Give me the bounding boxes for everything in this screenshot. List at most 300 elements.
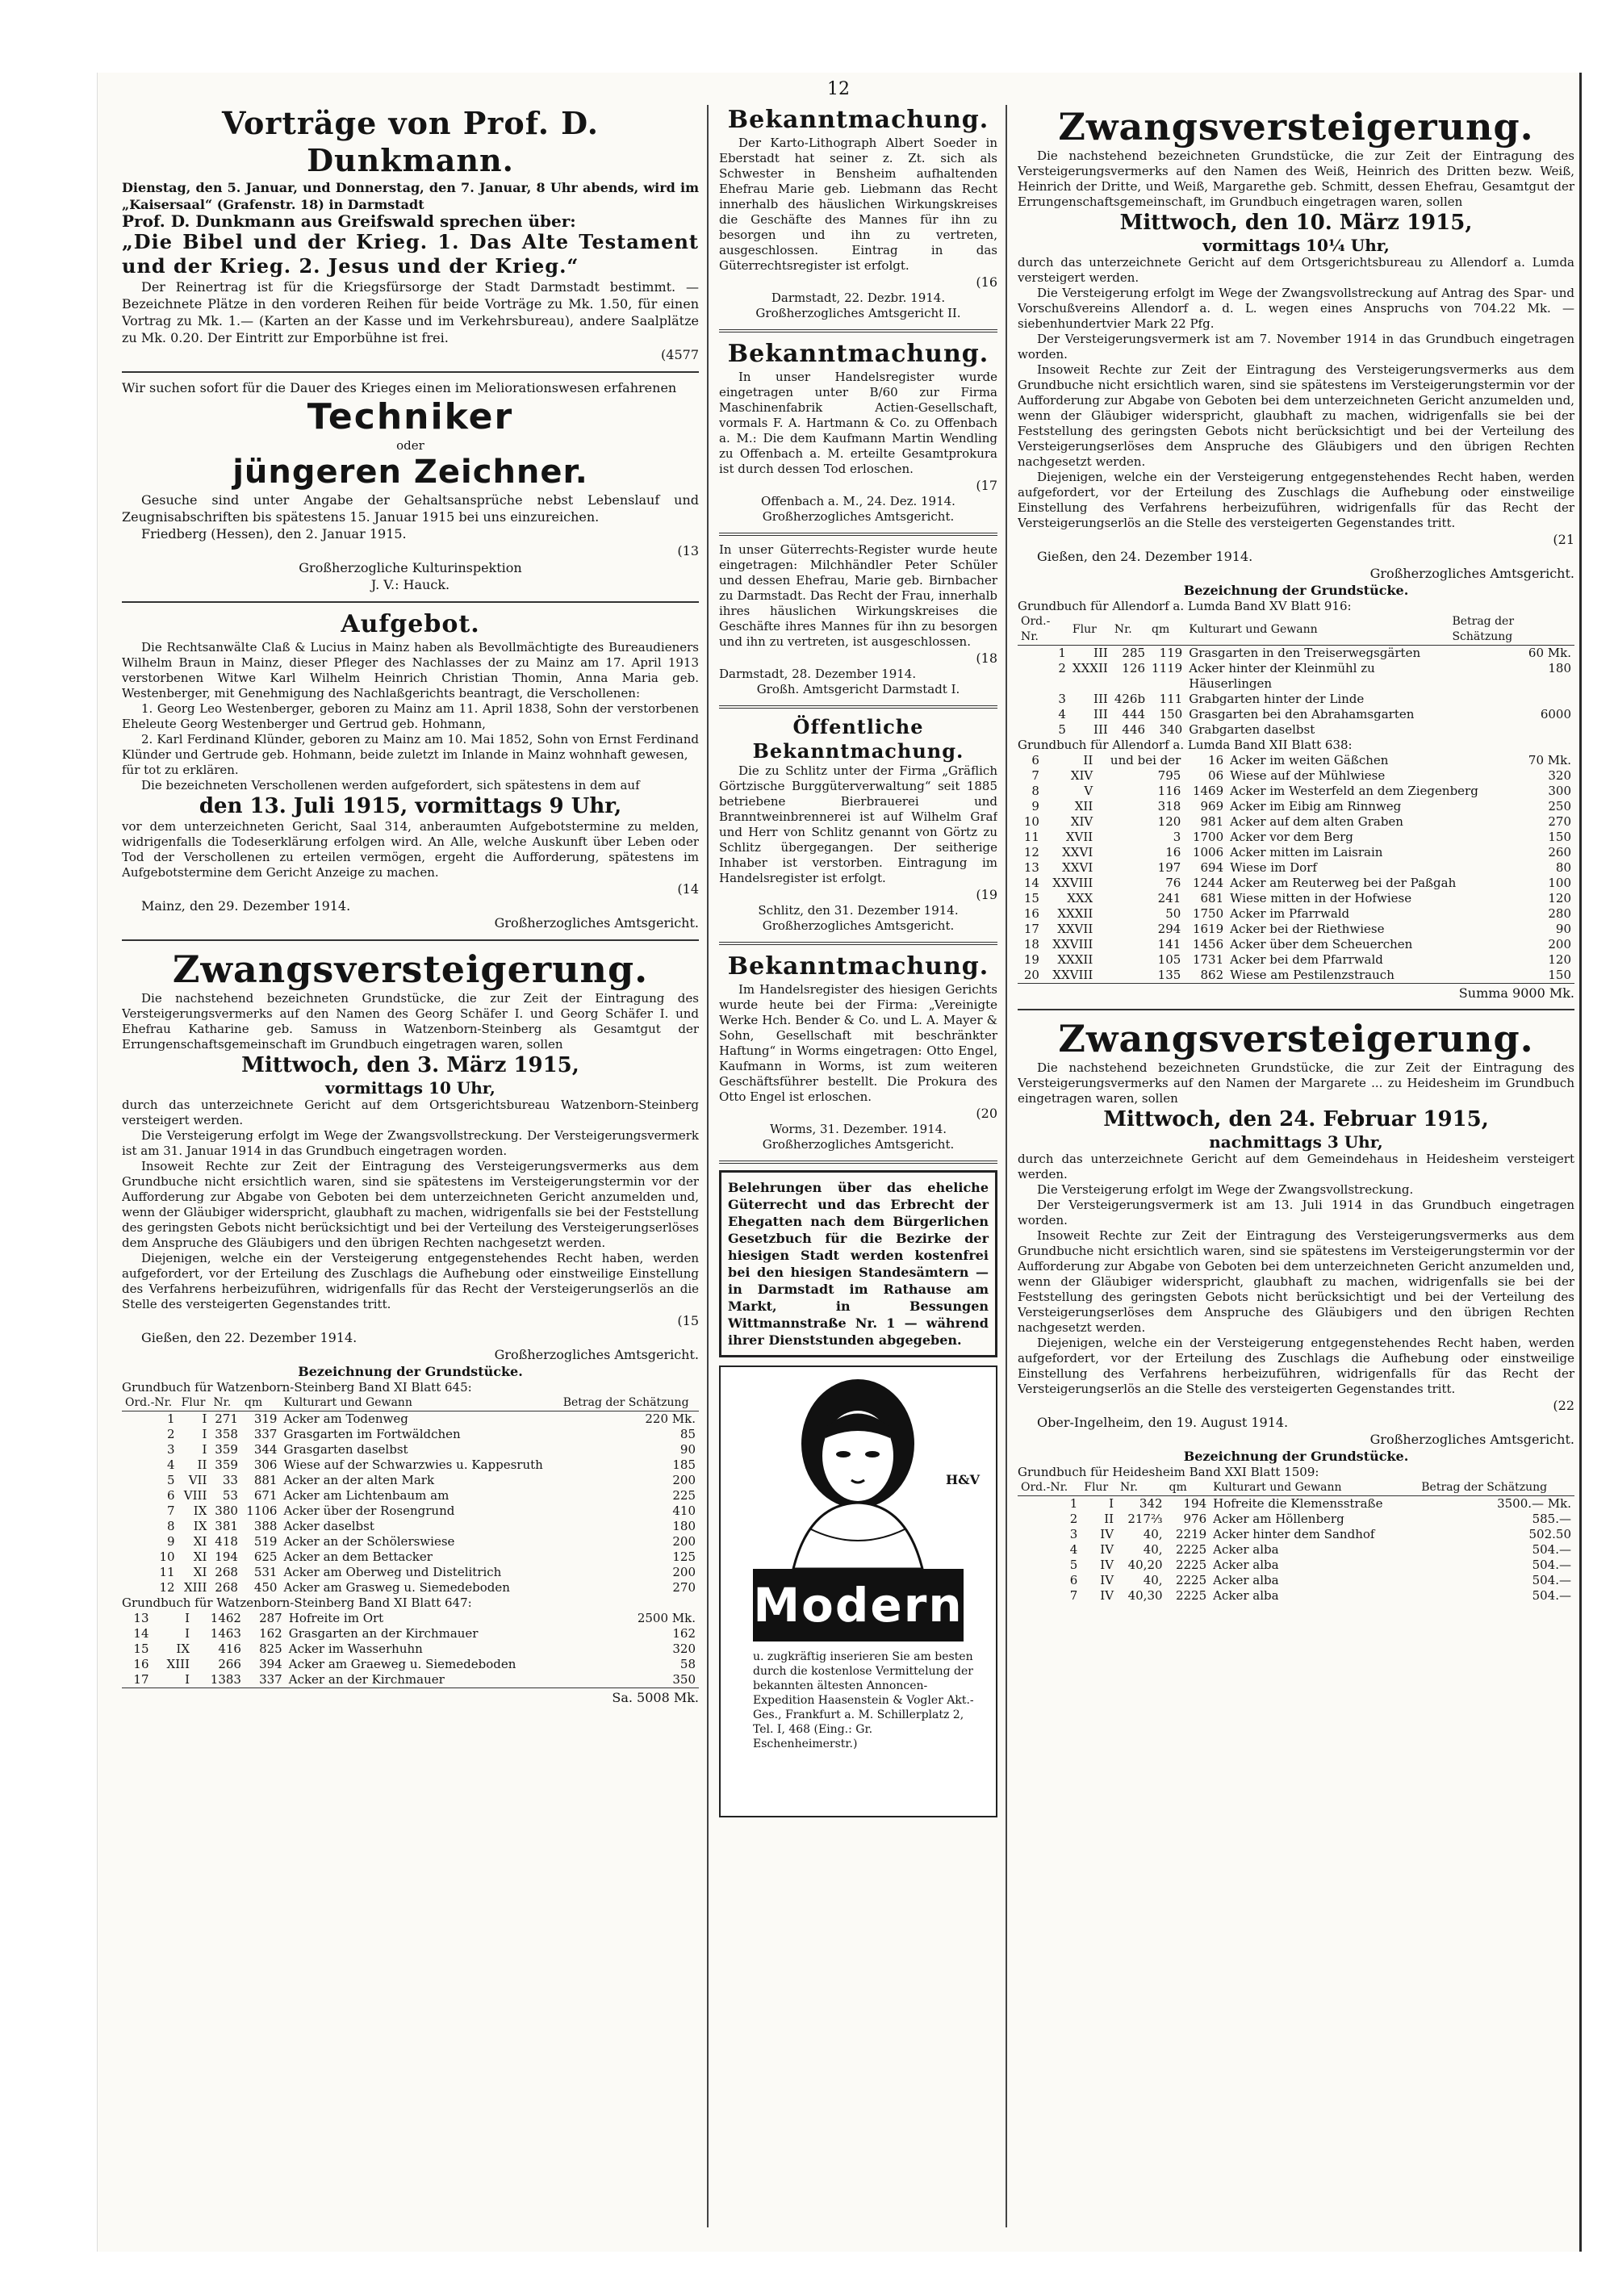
table-cell: 200: [672, 1534, 696, 1549]
table-cell: III: [1093, 692, 1108, 706]
table-cell: 5: [1058, 722, 1066, 737]
table-cell: XII: [1074, 799, 1093, 813]
table-cell: 20: [1023, 968, 1039, 982]
table-cell: 225: [672, 1488, 696, 1503]
lecture-details: Der Reinertrag ist für die Kriegsfürsorge der Stadt Darmstadt bestimmt. — Bezeichnete Plätze in den vorderen Reihen für beide Vorträge zu Mk. 1.50, für einen Vortrag zu Mk. 1.— (Karten an der Kasse und im Verkehrsbureau), andere Saalplätze zu Mk. 0.20. Der Eintritt zur Emporbühne ist frei.: [122, 279, 699, 345]
hv-logo: H&V: [946, 1472, 980, 1487]
notice-text: Im Handelsregister des hiesigen Gerichts wurde heute bei der Firma: „Vereinigte Werke Hch. Bender & Co. und L. A. Mayer & Sohn, Gesellschaft mit beschränkter Haftung“ in Worms eingetragen: Otto Engel, Kaufmann in Worms, ist zum weiteren Geschäftsführer bestellt. Die Prokura des Otto Engel ist erloschen.: [719, 982, 997, 1104]
table-cell: I: [202, 1442, 207, 1457]
table-cell: 2: [1069, 1512, 1078, 1526]
table-cell: II: [1083, 753, 1093, 767]
table-cell: 250: [1548, 799, 1571, 813]
table-cell: 17: [133, 1672, 149, 1687]
table-cell: 1: [1069, 1496, 1078, 1511]
column-divider: [1006, 105, 1007, 2227]
zv1-text5: Diejenigen, welche ein der Versteigerung entgegenstehendes Recht haben, werden aufgefordert, vor der Erteilung des Zuschlags die Aufhebung oder einstweilige Einstellung des Verfahrens herbeizuführen, widrigenfalls für das Recht der Versteigerungserlös an die Stelle des versteigerten Gegenstandes tritt.: [122, 1251, 699, 1311]
table-row: [1018, 1542, 1574, 1558]
table-cell: 120: [1548, 952, 1571, 967]
table-cell: Acker über dem Scheuerchen: [1230, 937, 1413, 951]
lecture-title: Vorträge von Prof. D. Dunkmann.: [221, 105, 600, 178]
table-cell: Acker alba: [1213, 1558, 1279, 1572]
notice-place: Offenbach a. M., 24. Dez. 1914.: [761, 494, 955, 508]
zv1-title: Zwangsversteigerung.: [172, 947, 649, 991]
table-cell: 1456: [1192, 937, 1224, 951]
table-cell: 150: [1548, 968, 1571, 982]
table-cell: IX: [193, 1503, 207, 1518]
table-row: [1018, 922, 1574, 937]
table-cell: 358: [215, 1427, 238, 1441]
zv1-text3: Die Versteigerung erfolgt im Wege der Zwangsvollstreckung. Der Versteigerungsvermerk ist am 31. Januar 1914 in das Grundbuch eingetragen worden.: [122, 1128, 699, 1158]
table-cell: 80: [1555, 860, 1571, 875]
table-cell: 1462: [210, 1611, 241, 1625]
zwangsversteigerung-2: [1018, 105, 1574, 1001]
table-row: [122, 1611, 699, 1626]
lecture-speaker: Prof. D. Dunkmann aus Greifswald sprechen über:: [122, 211, 576, 231]
table-cell: Acker im Eibig am Rinnweg: [1230, 799, 1402, 813]
table-row: [122, 1549, 699, 1565]
ref-number: (4577: [661, 347, 699, 362]
aufgebot-sign: Großherzogliches Amtsgericht.: [494, 915, 699, 931]
zv1-sign: Großherzogliches Amtsgericht.: [494, 1347, 699, 1362]
notice-text: Belehrungen über das eheliche Güterrecht und das Erbrecht der Ehegatten nach dem Bürgerlichen Gesetzbuch für die Bezirke der hiesigen Stadt werden kostenfrei bei den hiesigen Standesämtern — in Darmstadt im Rathause am Markt, in Bessungen Wittmannstraße Nr. 1 — während ihrer Dienststunden abgegeben.: [728, 1180, 989, 1348]
table-cell: 4: [1069, 1542, 1078, 1557]
job-ad: [122, 379, 699, 593]
table-cell: XXVIII: [1052, 937, 1093, 951]
table-cell: 681: [1200, 891, 1224, 905]
table-cell: 969: [1200, 799, 1224, 813]
zv2-text2: durch das unterzeichnete Gericht auf dem Ortsgerichtsbureau zu Allendorf a. Lumda versteigert werden.: [1018, 255, 1574, 285]
table-cell: 150: [1159, 707, 1183, 721]
table-cell: Wiese auf der Schwarzwies u. Kappesruth: [283, 1457, 543, 1472]
table-cell: 100: [1548, 876, 1571, 890]
table-cell: 40,20: [1127, 1558, 1163, 1572]
table-cell: Grasgarten daselbst: [283, 1442, 408, 1457]
table-cell: IX: [193, 1519, 207, 1533]
table-cell: 13: [1023, 860, 1039, 875]
zv2-summa: Summa 9000 Mk.: [1018, 983, 1574, 1001]
zv2-table-title: Bezeichnung der Grundstücke.: [1183, 583, 1409, 598]
table-row: [122, 1442, 699, 1457]
table-row: [122, 1473, 699, 1488]
table-row: [122, 1519, 699, 1534]
table-row: [1018, 952, 1574, 968]
table-cell: 12: [1023, 845, 1039, 859]
table-cell: Acker im Westerfeld an dem Ziegenberg: [1230, 784, 1478, 798]
table-cell: 504.—: [1532, 1558, 1571, 1572]
aufgebot-text2: für tot zu erklären.: [122, 763, 239, 777]
ref-number: (13: [677, 543, 699, 558]
table-row: [1018, 799, 1574, 814]
table-cell: 126: [1122, 661, 1146, 675]
zv2-text1: Die nachstehend bezeichneten Grundstücke, die zur Zeit der Eintragung des Versteigerungsvermerks auf den Namen des Weiß, Heinrich des Dritten bezw. Weiß, Heinrich der Dritte, und Weiß, Margarethe geb. Schmitt, dessen Ehefrau, Gesamtgut der Errungenschaftsgemeinschaft, im Grundbuch eingetragen waren, sollen: [1018, 148, 1574, 209]
table-cell: Grasgarten in den Treiserwegsgärten: [1189, 646, 1421, 660]
table-cell: XXXII: [1072, 661, 1108, 675]
notice-hartmann: [719, 339, 997, 525]
table-cell: IV: [1100, 1527, 1114, 1541]
table-cell: 17: [1023, 922, 1039, 936]
aufgebot-item2: 2. Karl Ferdinand Klünder, geboren zu Mainz am 10. Mai 1852, Sohn von Ernst Ferdinand Klünder und Gertrude geb. Hohmann, beide zuletzt im Inlande in Mainz wohnhaft gewesen,: [122, 732, 699, 762]
job-place: Friedberg (Hessen), den 2. Januar 1915.: [141, 526, 407, 542]
table-cell: Acker bei der Riethwiese: [1230, 922, 1385, 936]
table-cell: 380: [215, 1503, 238, 1518]
table-row: [1018, 1512, 1574, 1527]
table-cell: Acker daselbst: [283, 1519, 374, 1533]
table-cell: 180: [1548, 661, 1571, 675]
table-cell: 3: [1173, 830, 1181, 844]
table-cell: Hofreite im Ort: [288, 1611, 384, 1625]
table-cell: 271: [215, 1411, 238, 1426]
zv1-date: Mittwoch, den 3. März 1915,: [241, 1053, 579, 1077]
table-cell: 8: [1031, 784, 1039, 798]
table-cell: I: [185, 1611, 190, 1625]
table-cell: Acker vor dem Berg: [1230, 830, 1353, 844]
table-cell: 40,30: [1127, 1588, 1163, 1603]
zv3-text1: Die nachstehend bezeichneten Grundstücke, die zur Zeit der Eintragung des Versteigerungsvermerks auf den Namen der Margarete ... zu Heidesheim im Grundbuch eingetragen waren, sollen: [1018, 1060, 1574, 1106]
table-cell: 9: [1031, 799, 1039, 813]
table-cell: 416: [218, 1641, 241, 1656]
table-cell: II: [1104, 1512, 1114, 1526]
table-cell: 162: [259, 1626, 282, 1641]
table-cell: 300: [1548, 784, 1571, 798]
zv1-time: vormittags 10 Uhr,: [325, 1078, 495, 1098]
table-cell: 381: [215, 1519, 238, 1533]
table-cell: 150: [1548, 830, 1571, 844]
table-cell: [1449, 692, 1574, 707]
table-cell: und bei der: [1110, 753, 1181, 767]
table-cell: Acker am Graeweg u. Siemedeboden: [288, 1657, 516, 1671]
table-cell: 16: [133, 1657, 149, 1671]
table-cell: 14: [1023, 876, 1039, 890]
table-row: [1018, 891, 1574, 906]
ref-number: (19: [976, 887, 997, 902]
table-row: [1018, 661, 1574, 692]
table-cell: 344: [253, 1442, 278, 1457]
notice-sign: Großh. Amtsgericht Darmstadt I.: [756, 682, 960, 696]
table-cell: 217⅔: [1127, 1512, 1163, 1526]
table-row: [1018, 845, 1574, 860]
table-cell: Acker im weiten Gäßchen: [1230, 753, 1389, 767]
table-cell: Acker an dem Bettacker: [283, 1549, 433, 1564]
table-cell: 185: [672, 1457, 696, 1472]
table-cell: I: [185, 1626, 190, 1641]
table-cell: 60 Mk.: [1528, 646, 1571, 660]
table-cell: 671: [253, 1488, 278, 1503]
table-cell: Wiese im Dorf: [1230, 860, 1317, 875]
table-cell: 418: [215, 1534, 238, 1549]
column-1: [122, 105, 699, 2235]
table-cell: 9: [167, 1534, 175, 1549]
table-row: [122, 1580, 699, 1595]
zv1-gb2: Grundbuch für Watzenborn-Steinberg Band XI Blatt 647:: [122, 1595, 472, 1610]
table-row: [1018, 968, 1574, 983]
notice-text: In unser Güterrechts-Register wurde heute eingetragen: Milchhändler Peter Schüler und dessen Ehefrau, Marie geb. Birnbacher zu Darmstadt. Das Recht der Frau, innerhalb ihres häuslichen Wirkungskreises die Geschäfte ihres Mannes für ihn zu besorgen und ihn zu vertreten, ist ausgeschlossen.: [719, 542, 997, 649]
table-cell: 6000: [1540, 707, 1571, 721]
table-cell: II: [197, 1457, 207, 1472]
table-cell: 359: [215, 1457, 238, 1472]
zv2-title: Zwangsversteigerung.: [1058, 105, 1534, 148]
table-cell: 116: [1157, 784, 1181, 798]
table-cell: 6: [167, 1488, 175, 1503]
zv1-place: Gießen, den 22. Dezember 1914.: [141, 1330, 358, 1345]
table-row: [1018, 722, 1574, 738]
table-cell: 76: [1165, 876, 1181, 890]
table-cell: 1: [167, 1411, 175, 1426]
modern-advertisement: [719, 1365, 997, 1817]
table-cell: XXVII: [1057, 922, 1093, 936]
table-cell: 90: [1555, 922, 1571, 936]
table-cell: 318: [1157, 799, 1181, 813]
table-cell: XIV: [1070, 814, 1093, 829]
table-cell: 340: [1159, 722, 1183, 737]
table-cell: 306: [253, 1457, 278, 1472]
zv3-table-title: Bezeichnung der Grundstücke.: [1183, 1449, 1409, 1464]
table-cell: I: [185, 1672, 190, 1687]
table-cell: 197: [1157, 860, 1181, 875]
table-cell: 3: [1069, 1527, 1078, 1541]
zv1-table2: [122, 1611, 699, 1687]
job-title-zeichner: jüngeren Zeichner.: [232, 454, 588, 491]
table-cell: 6: [1069, 1573, 1078, 1587]
ad-text: u. zugkräftig inserieren Sie am besten durch die kostenlose Vermittelung der bekannten ältesten Annoncen-Expedition Haasenstein & Vogler Akt.-Ges., Frankfurt a. M. Schillerplatz 2, Tel. I, 468 (Eing.: Gr. Eschenheimerstr.): [753, 1650, 974, 1750]
table-cell: 8: [167, 1519, 175, 1533]
table-cell: 2225: [1175, 1558, 1207, 1572]
table-cell: 241: [1157, 891, 1181, 905]
table-cell: 1119: [1152, 661, 1183, 675]
lecture-notice: [122, 105, 699, 363]
table-cell: 881: [253, 1473, 278, 1487]
notice-text: In unser Handelsregister wurde eingetragen unter B/60 zur Firma Maschinenfabrik Actien-Gesellschaft, vormals F. A. Hartmann & Co. zu Offenbach a. M.: Die dem Kaufmann Martin Wendling zu Offenbach a. M. erteilte Gesamtprokura ist durch dessen Tod erloschen.: [719, 370, 997, 476]
zv1-text1: Die nachstehend bezeichneten Grundstücke, die zur Zeit der Eintragung des Versteigerungsvermerks auf den Namen des Georg Schäfer I. und Georg Schäfer I. und Ehefrau Katharine geb. Samuss in Watzenborn-Steinberg als Gesamtgut der Errungenschaftsgemeinschaft im Grundbuch eingetragen waren, sollen: [122, 991, 699, 1052]
table-cell: 1469: [1192, 784, 1224, 798]
notice-place: Worms, 31. Dezember. 1914.: [769, 1122, 947, 1136]
table-cell: I: [202, 1427, 207, 1441]
table-cell: 70 Mk.: [1528, 753, 1571, 767]
zv3-sign: Großherzogliches Amtsgericht.: [1369, 1432, 1574, 1447]
table-cell: 270: [1548, 814, 1571, 829]
zv3-time: nachmittags 3 Uhr,: [1209, 1132, 1383, 1152]
table-cell: 180: [672, 1519, 696, 1533]
table-cell: 120: [1548, 891, 1571, 905]
table-cell: 14: [133, 1626, 149, 1641]
notice-sign: Großherzogliches Amtsgericht.: [762, 918, 955, 933]
woman-illustration: [721, 1367, 996, 1569]
table-cell: 6: [1031, 753, 1039, 767]
modern-banner: Modern: [753, 1569, 964, 1641]
table-cell: 260: [1548, 845, 1571, 859]
table-cell: 1731: [1192, 952, 1224, 967]
table-cell: XIII: [183, 1580, 207, 1595]
table-cell: 40,: [1143, 1573, 1163, 1587]
zv3-title: Zwangsversteigerung.: [1058, 1017, 1534, 1060]
table-row: [122, 1565, 699, 1580]
table-cell: Wiese am Pestilenzstrauch: [1230, 968, 1394, 982]
table-cell: 585.—: [1532, 1512, 1571, 1526]
zv2-gb1: Grundbuch für Allendorf a. Lumda Band XV Blatt 916:: [1018, 599, 1352, 613]
table-cell: [1449, 722, 1574, 738]
table-cell: 504.—: [1532, 1573, 1571, 1587]
table-cell: XI: [193, 1549, 207, 1564]
table-row: [122, 1641, 699, 1657]
table-cell: 287: [259, 1611, 282, 1625]
table-cell: 53: [222, 1488, 238, 1503]
table-cell: IV: [1100, 1542, 1114, 1557]
table-cell: 270: [672, 1580, 696, 1595]
table-cell: Wiese mitten in der Hofwiese: [1230, 891, 1412, 905]
table-cell: 504.—: [1532, 1542, 1571, 1557]
table-cell: 7: [1069, 1588, 1078, 1603]
table-cell: 446: [1122, 722, 1146, 737]
aufgebot-text3: Die bezeichneten Verschollenen werden aufgefordert, sich spätestens in dem auf: [141, 778, 640, 793]
table-cell: XI: [193, 1565, 207, 1579]
table-cell: Acker alba: [1213, 1588, 1279, 1603]
table-cell: 337: [259, 1672, 282, 1687]
table-cell: 11: [159, 1565, 175, 1579]
zv3-text4: Der Versteigerungsvermerk ist am 13. Juli 1914 in das Grundbuch eingetragen worden.: [1018, 1198, 1574, 1227]
table-cell: Acker an der Schölerswiese: [283, 1534, 455, 1549]
table-cell: 4: [1058, 707, 1066, 721]
table-cell: 519: [253, 1534, 278, 1549]
table-cell: 268: [215, 1565, 238, 1579]
table-row: [122, 1626, 699, 1641]
zv2-table2: [1018, 753, 1574, 983]
table-cell: 15: [1023, 891, 1039, 905]
table-row: [122, 1488, 699, 1503]
table-cell: 342: [1139, 1496, 1163, 1511]
aufgebot-place: Mainz, den 29. Dezember 1914.: [141, 898, 351, 914]
table-row: [122, 1672, 699, 1687]
job-intro: Wir suchen sofort für die Dauer des Krieges einen im Meliorationswesen erfahrenen: [122, 380, 677, 395]
zv2-sign: Großherzogliches Amtsgericht.: [1369, 566, 1574, 581]
table-cell: 444: [1122, 707, 1146, 721]
table-cell: 5: [167, 1473, 175, 1487]
table-cell: Grabgarten daselbst: [1189, 722, 1315, 737]
zv2-text5: Insoweit Rechte zur Zeit der Eintragung des Versteigerungsvermerks aus dem Grundbuche nicht ersichtlich waren, sind sie spätestens im Versteigerungstermin vor der Aufforderung zur Abgabe von Geboten bei dem unterzeichneten Gericht anzumelden und, wenn der Gläubiger widerspricht, glaubhaft zu machen, widrigenfalls sie bei der Feststellung des geringsten Gebots nicht berücksichtigt und bei der Verteilung des Versteigerungserlöses dem Anspruche des Gläubigers und den übrigen Rechten nachgesetzt werden.: [1018, 362, 1574, 469]
table-cell: IV: [1100, 1588, 1114, 1603]
zwangsversteigerung-1: [122, 947, 699, 1705]
table-cell: 285: [1122, 646, 1146, 660]
table-cell: IX: [176, 1641, 190, 1656]
ref-number: (17: [976, 478, 997, 493]
newspaper-page: [97, 73, 1582, 2252]
table-cell: XXX: [1067, 891, 1093, 905]
table-cell: 976: [1183, 1512, 1207, 1526]
table-cell: 135: [1157, 968, 1181, 982]
table-header: Ord.-Nr. Flur Nr. qm Kulturart und Gewann Betrag der Schätzung: [122, 1395, 699, 1411]
table-cell: 200: [1548, 937, 1571, 951]
table-cell: VII: [188, 1473, 207, 1487]
zv3-place: Ober-Ingelheim, den 19. August 1914.: [1037, 1415, 1289, 1430]
zv2-place: Gießen, den 24. Dezember 1914.: [1037, 549, 1253, 564]
job-title-techniker: Techniker: [307, 396, 514, 437]
table-cell: Acker am Höllenberg: [1213, 1512, 1344, 1526]
notice-place: Schlitz, den 31. Dezember 1914.: [758, 903, 959, 918]
table-cell: Grasgarten an der Kirchmauer: [288, 1626, 479, 1641]
aufgebot-date: den 13. Juli 1915, vormittags 9 Uhr,: [199, 794, 622, 818]
table-cell: III: [1093, 722, 1108, 737]
ref-number: (18: [976, 650, 997, 666]
table-cell: VIII: [183, 1488, 207, 1503]
notice-text: Der Karto-Lithograph Albert Soeder in Eberstadt hat seiner z. Zt. sich als Schwester in Bensheim aufhaltenden Ehefrau Marie geb. Liebmann das Recht innerhalb des häuslichen Wirkungskreises die Geschäfte des Mannes für ihn zu besorgen und ihn zu vertreten, ausgeschlossen. Eintrag in das Güterrechtsregister ist erfolgt.: [719, 136, 997, 273]
table-cell: 4: [167, 1457, 175, 1472]
table-cell: 40,: [1143, 1527, 1163, 1541]
column-divider: [707, 105, 709, 2227]
table-cell: Acker im Wasserhuhn: [288, 1641, 423, 1656]
table-row: [1018, 876, 1574, 891]
table-row: [1018, 1558, 1574, 1573]
table-cell: 1750: [1192, 906, 1224, 921]
table-cell: 12: [159, 1580, 175, 1595]
table-cell: Acker am Grasweg u. Siemedeboden: [283, 1580, 510, 1595]
table-cell: 795: [1157, 768, 1181, 783]
table-cell: Acker hinter der Kleinmühl zu Häuserlingen: [1189, 661, 1375, 691]
aufgebot-text: Die Rechtsanwälte Claß & Lucius in Mainz haben als Bevollmächtigte des Bureaudieners Wilhelm Braun in Mainz, dieser Pfleger des Nachlasses der zu Mainz am 17. April 1913 verstorbenen Witwe Karl Wilhelm Heinrich Christian Thomin, Anna Maria geb. Westenberger, mit Genehmigung des Nachlaßgerichts beantragt, die Verschollenen:: [122, 640, 699, 701]
ref-number: (15: [677, 1313, 699, 1328]
notice-place: Darmstadt, 22. Dezbr. 1914.: [771, 291, 946, 305]
table-cell: 3: [167, 1442, 175, 1457]
table-cell: 105: [1157, 952, 1181, 967]
table-cell: 1006: [1192, 845, 1224, 859]
notice-title: Öffentliche Bekanntmachung.: [752, 715, 964, 763]
table-row: [1018, 784, 1574, 799]
table-header: Ord.-Nr. Flur Nr. qm Kulturart und Gewann Betrag der Schätzung: [1018, 614, 1574, 646]
ref-number: (14: [677, 881, 699, 897]
job-text: Gesuche sind unter Angabe der Gehaltsansprüche nebst Lebenslauf und Zeugnisabschriften bis spätestens 15. Januar 1915 bei uns einzureichen.: [122, 492, 699, 525]
zv2-gb2: Grundbuch für Allendorf a. Lumda Band XII Blatt 638:: [1018, 738, 1353, 752]
table-cell: XXVIII: [1052, 876, 1093, 890]
notice-title: Bekanntmachung.: [727, 340, 989, 368]
notice-text: Die zu Schlitz unter der Firma „Gräflich Görtzische Burggüterverwaltung“ seit 1885 betriebene Bierbrauerei und Branntweinbrennerei ist auf Wilhelm Graf und Herr von Schlitz genannt von Görtz zu Schlitz übergegangen. Der seitherige Inhaber ist verstorben. Eintragung im Handelsregister ist erfolgt.: [719, 763, 997, 885]
notice-sign: Großherzogliches Amtsgericht II.: [755, 306, 961, 320]
zv1-table: [122, 1395, 699, 1595]
table-cell: Acker am Reuterweg bei der Paßgah: [1230, 876, 1457, 890]
table-cell: Grasgarten bei den Abrahamsgarten: [1189, 707, 1415, 721]
notice-title: Bekanntmachung.: [727, 106, 989, 134]
zv3-text3: Die Versteigerung erfolgt im Wege der Zwangsvollstreckung.: [1037, 1182, 1414, 1197]
table-cell: Acker mitten im Laisrain: [1230, 845, 1383, 859]
notice-belehrungen: [719, 1170, 997, 1357]
table-cell: Wiese auf der Mühlwiese: [1230, 768, 1386, 783]
table-row: [122, 1427, 699, 1442]
column-2: [719, 105, 997, 2235]
table-cell: XXVI: [1062, 860, 1093, 875]
notice-sign: Großherzogliches Amtsgericht.: [762, 1137, 955, 1152]
table-cell: 3: [1058, 692, 1066, 706]
aufgebot-title: Aufgebot.: [341, 610, 480, 638]
table-cell: 320: [1548, 768, 1571, 783]
table-cell: 5: [1069, 1558, 1078, 1572]
table-cell: XXVI: [1062, 845, 1093, 859]
table-cell: 410: [672, 1503, 696, 1518]
table-cell: 15: [133, 1641, 149, 1656]
table-cell: 16: [1208, 753, 1224, 767]
table-cell: 294: [1157, 922, 1181, 936]
table-cell: 1: [1058, 646, 1066, 660]
table-header: Ord.-Nr. Flur Nr. qm Kulturart und Gewann Betrag der Schätzung: [1018, 1480, 1574, 1496]
table-cell: IV: [1100, 1573, 1114, 1587]
table-cell: 90: [679, 1442, 696, 1457]
table-row: [1018, 830, 1574, 845]
table-cell: 220 Mk.: [645, 1411, 696, 1426]
table-cell: 200: [672, 1473, 696, 1487]
table-cell: XXXII: [1057, 952, 1093, 967]
zv2-text3: Die Versteigerung erfolgt im Wege der Zwangsvollstreckung auf Antrag des Spar- und Vorschußvereins Allendorf a. d. L. wegen eines Anspruchs von 704.22 Mk. — siebenhundertvier Mark 22 Pfg.: [1018, 286, 1574, 331]
zv3-date: Mittwoch, den 24. Februar 1915,: [1103, 1107, 1489, 1131]
table-cell: 1106: [246, 1503, 278, 1518]
zv1-gb1: Grundbuch für Watzenborn-Steinberg Band XI Blatt 645:: [122, 1380, 472, 1395]
table-cell: III: [1093, 646, 1108, 660]
table-row: [122, 1657, 699, 1672]
table-cell: 350: [672, 1672, 696, 1687]
